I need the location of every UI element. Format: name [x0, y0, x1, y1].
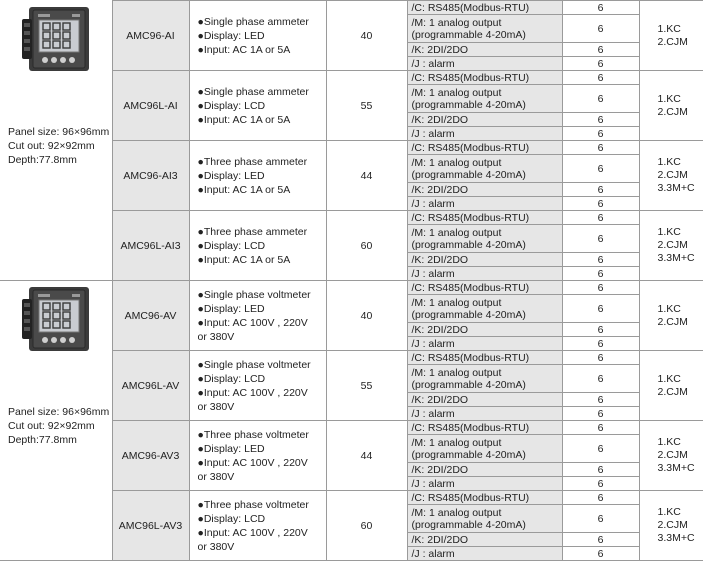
- model-cell: AMC96L-AV3: [112, 491, 189, 561]
- option-c: /C: RS485(Modbus-RTU): [407, 141, 562, 155]
- accessory-line: 2.CJM: [657, 239, 688, 251]
- option-k: /K: 2DI/2DO: [407, 43, 562, 57]
- qty-cell: 6: [562, 533, 639, 547]
- option-m-line2: (programmable 4-20mA): [411, 28, 526, 41]
- accessory-line: 1.KC: [657, 92, 681, 105]
- option-j: /J : alarm: [407, 477, 562, 491]
- qty-cell: 6: [562, 155, 639, 183]
- description-cell: [189, 351, 326, 421]
- description-line: ●Input: AC 100V , 220V: [197, 456, 308, 469]
- option-m: [407, 365, 562, 393]
- description-line: ●Input: AC 1A or 5A: [197, 113, 291, 126]
- option-c: /C: RS485(Modbus-RTU): [407, 281, 562, 295]
- option-m-line2: (programmable 4-20mA): [411, 308, 526, 321]
- size-cell: 60: [326, 491, 407, 561]
- panel-image-cell: [0, 281, 112, 561]
- description-line: ●Single phase ammeter: [197, 15, 309, 28]
- model-cell: AMC96-AV3: [112, 421, 189, 491]
- table-row: [0, 281, 703, 295]
- accessory-line: 2.CJM: [657, 519, 688, 531]
- option-m: [407, 435, 562, 463]
- model-cell: AMC96-AI3: [112, 141, 189, 211]
- description-line: ●Display: LCD: [197, 372, 266, 385]
- accessory-cell: [639, 421, 703, 491]
- option-m: [407, 85, 562, 113]
- description-line: ●Three phase voltmeter: [197, 498, 309, 511]
- accessory-line: 3.3M+C: [657, 182, 695, 194]
- accessory-line: 1.KC: [657, 226, 681, 238]
- description-cell: [189, 491, 326, 561]
- accessory-line: 2.CJM: [657, 105, 688, 118]
- accessory-cell: [639, 281, 703, 351]
- qty-cell: 6: [562, 477, 639, 491]
- accessory-line: 2.CJM: [657, 449, 688, 461]
- qty-cell: 6: [562, 15, 639, 43]
- option-m-line2: (programmable 4-20mA): [411, 378, 526, 391]
- qty-cell: 6: [562, 295, 639, 323]
- option-j: /J : alarm: [407, 547, 562, 561]
- qty-cell: 6: [562, 113, 639, 127]
- description-line: ●Input: AC 1A or 5A: [197, 253, 291, 266]
- option-j: /J : alarm: [407, 407, 562, 421]
- description-line: ●Display: LED: [197, 302, 265, 315]
- option-k: /K: 2DI/2DO: [407, 463, 562, 477]
- description-line: ●Input: AC 100V , 220V: [197, 316, 308, 329]
- accessory-line: 3.3M+C: [657, 252, 695, 264]
- option-m-line1: /M: 1 analog output: [411, 296, 502, 309]
- accessory-cell: [639, 1, 703, 71]
- option-m-line2: (programmable 4-20mA): [411, 168, 526, 181]
- qty-cell: 6: [562, 85, 639, 113]
- description-line: ●Display: LED: [197, 29, 265, 42]
- description-line: ●Three phase ammeter: [197, 155, 308, 168]
- description-line: or 380V: [197, 330, 235, 343]
- option-m-line2: (programmable 4-20mA): [411, 448, 526, 461]
- qty-cell: 6: [562, 197, 639, 211]
- qty-cell: 6: [562, 57, 639, 71]
- option-k: /K: 2DI/2DO: [407, 253, 562, 267]
- option-k: /K: 2DI/2DO: [407, 393, 562, 407]
- depth-text: Depth:77.8mm: [8, 434, 77, 446]
- option-c: /C: RS485(Modbus-RTU): [407, 491, 562, 505]
- option-m: [407, 225, 562, 253]
- qty-cell: 6: [562, 463, 639, 477]
- table-row: [0, 1, 703, 15]
- qty-cell: 6: [562, 547, 639, 561]
- description-line: ●Display: LCD: [197, 512, 266, 525]
- panel-image-cell: [0, 1, 112, 281]
- qty-cell: 6: [562, 43, 639, 57]
- meter-device-image: [20, 281, 96, 357]
- qty-cell: 6: [562, 323, 639, 337]
- description-line: or 380V: [197, 470, 235, 483]
- qty-cell: 6: [562, 281, 639, 295]
- qty-cell: 6: [562, 141, 639, 155]
- option-k: /K: 2DI/2DO: [407, 113, 562, 127]
- option-m-line1: /M: 1 analog output: [411, 16, 502, 29]
- qty-cell: 6: [562, 225, 639, 253]
- size-cell: 60: [326, 211, 407, 281]
- size-cell: 40: [326, 281, 407, 351]
- accessory-cell: [639, 141, 703, 211]
- qty-cell: 6: [562, 421, 639, 435]
- description-cell: [189, 1, 326, 71]
- description-cell: [189, 211, 326, 281]
- accessory-cell: [639, 491, 703, 561]
- option-m-line1: /M: 1 analog output: [411, 366, 502, 379]
- qty-cell: 6: [562, 393, 639, 407]
- description-cell: [189, 421, 326, 491]
- option-c: /C: RS485(Modbus-RTU): [407, 211, 562, 225]
- option-c: /C: RS485(Modbus-RTU): [407, 71, 562, 85]
- qty-cell: 6: [562, 267, 639, 281]
- qty-cell: 6: [562, 351, 639, 365]
- panel-size-text: Panel size: 96×96mm: [8, 406, 110, 418]
- option-k: /K: 2DI/2DO: [407, 183, 562, 197]
- depth-text: Depth:77.8mm: [8, 153, 77, 166]
- description-line: ●Display: LED: [197, 442, 265, 455]
- qty-cell: 6: [562, 337, 639, 351]
- option-m-line2: (programmable 4-20mA): [411, 238, 526, 251]
- option-j: /J : alarm: [407, 57, 562, 71]
- product-table-body: [0, 1, 703, 561]
- qty-cell: 6: [562, 127, 639, 141]
- description-line: ●Display: LCD: [197, 99, 266, 112]
- description-line: ●Single phase voltmeter: [197, 288, 311, 301]
- description-line: or 380V: [197, 400, 235, 413]
- accessory-line: 3.3M+C: [657, 532, 695, 544]
- model-cell: AMC96L-AI: [112, 71, 189, 141]
- accessory-line: 1.KC: [657, 22, 681, 35]
- accessory-line: 2.CJM: [657, 385, 688, 398]
- accessory-line: 1.KC: [657, 156, 681, 168]
- cut-out-text: Cut out: 92×92mm: [8, 139, 95, 152]
- description-cell: [189, 141, 326, 211]
- option-m: [407, 155, 562, 183]
- option-m-line1: /M: 1 analog output: [411, 86, 502, 99]
- accessory-line: 1.KC: [657, 372, 681, 385]
- model-cell: AMC96L-AI3: [112, 211, 189, 281]
- description-line: ●Three phase voltmeter: [197, 428, 309, 441]
- cut-out-text: Cut out: 92×92mm: [8, 420, 95, 432]
- accessory-line: 3.3M+C: [657, 462, 695, 474]
- option-m-line1: /M: 1 analog output: [411, 226, 502, 239]
- model-cell: AMC96L-AV: [112, 351, 189, 421]
- description-line: ●Input: AC 1A or 5A: [197, 43, 291, 56]
- panel-spec: [8, 125, 109, 167]
- option-m-line1: /M: 1 analog output: [411, 156, 502, 169]
- option-j: /J : alarm: [407, 127, 562, 141]
- qty-cell: 6: [562, 407, 639, 421]
- accessory-line: 2.CJM: [657, 169, 688, 181]
- option-m-line1: /M: 1 analog output: [411, 506, 502, 519]
- option-k: /K: 2DI/2DO: [407, 533, 562, 547]
- option-m: [407, 295, 562, 323]
- panel-size-text: Panel size: 96×96mm: [8, 125, 110, 138]
- option-m-line2: (programmable 4-20mA): [411, 518, 526, 531]
- size-cell: 55: [326, 351, 407, 421]
- description-line: ●Single phase ammeter: [197, 85, 309, 98]
- description-cell: [189, 281, 326, 351]
- accessory-line: 1.KC: [657, 302, 681, 315]
- accessory-line: 2.CJM: [657, 35, 688, 48]
- qty-cell: 6: [562, 505, 639, 533]
- description-line: ●Input: AC 100V , 220V: [197, 386, 308, 399]
- option-m: [407, 505, 562, 533]
- model-cell: AMC96-AV: [112, 281, 189, 351]
- qty-cell: 6: [562, 435, 639, 463]
- description-cell: [189, 71, 326, 141]
- qty-cell: 6: [562, 253, 639, 267]
- description-line: ●Single phase voltmeter: [197, 358, 311, 371]
- option-j: /J : alarm: [407, 267, 562, 281]
- size-cell: 55: [326, 71, 407, 141]
- meter-device-image: [20, 1, 96, 77]
- option-k: /K: 2DI/2DO: [407, 323, 562, 337]
- accessory-line: 1.KC: [657, 506, 681, 518]
- description-line: ●Input: AC 1A or 5A: [197, 183, 291, 196]
- description-line: ●Input: AC 100V , 220V: [197, 526, 308, 539]
- size-cell: 44: [326, 421, 407, 491]
- option-m-line1: /M: 1 analog output: [411, 436, 502, 449]
- option-j: /J : alarm: [407, 197, 562, 211]
- option-c: /C: RS485(Modbus-RTU): [407, 351, 562, 365]
- qty-cell: 6: [562, 365, 639, 393]
- size-cell: 40: [326, 1, 407, 71]
- model-cell: AMC96-AI: [112, 1, 189, 71]
- option-c: /C: RS485(Modbus-RTU): [407, 1, 562, 15]
- size-cell: 44: [326, 141, 407, 211]
- qty-cell: 6: [562, 491, 639, 505]
- option-m: [407, 15, 562, 43]
- description-line: ●Three phase ammeter: [197, 225, 308, 238]
- qty-cell: 6: [562, 211, 639, 225]
- description-line: ●Display: LCD: [197, 239, 266, 252]
- accessory-line: 1.KC: [657, 436, 681, 448]
- accessory-cell: [639, 351, 703, 421]
- description-line: ●Display: LED: [197, 169, 265, 182]
- option-m-line2: (programmable 4-20mA): [411, 98, 526, 111]
- description-line: or 380V: [197, 540, 235, 553]
- qty-cell: 6: [562, 71, 639, 85]
- qty-cell: 6: [562, 183, 639, 197]
- accessory-cell: [639, 71, 703, 141]
- accessory-line: 2.CJM: [657, 315, 688, 328]
- panel-spec: [8, 405, 109, 447]
- qty-cell: 6: [562, 1, 639, 15]
- option-j: /J : alarm: [407, 337, 562, 351]
- option-c: /C: RS485(Modbus-RTU): [407, 421, 562, 435]
- accessory-cell: [639, 211, 703, 281]
